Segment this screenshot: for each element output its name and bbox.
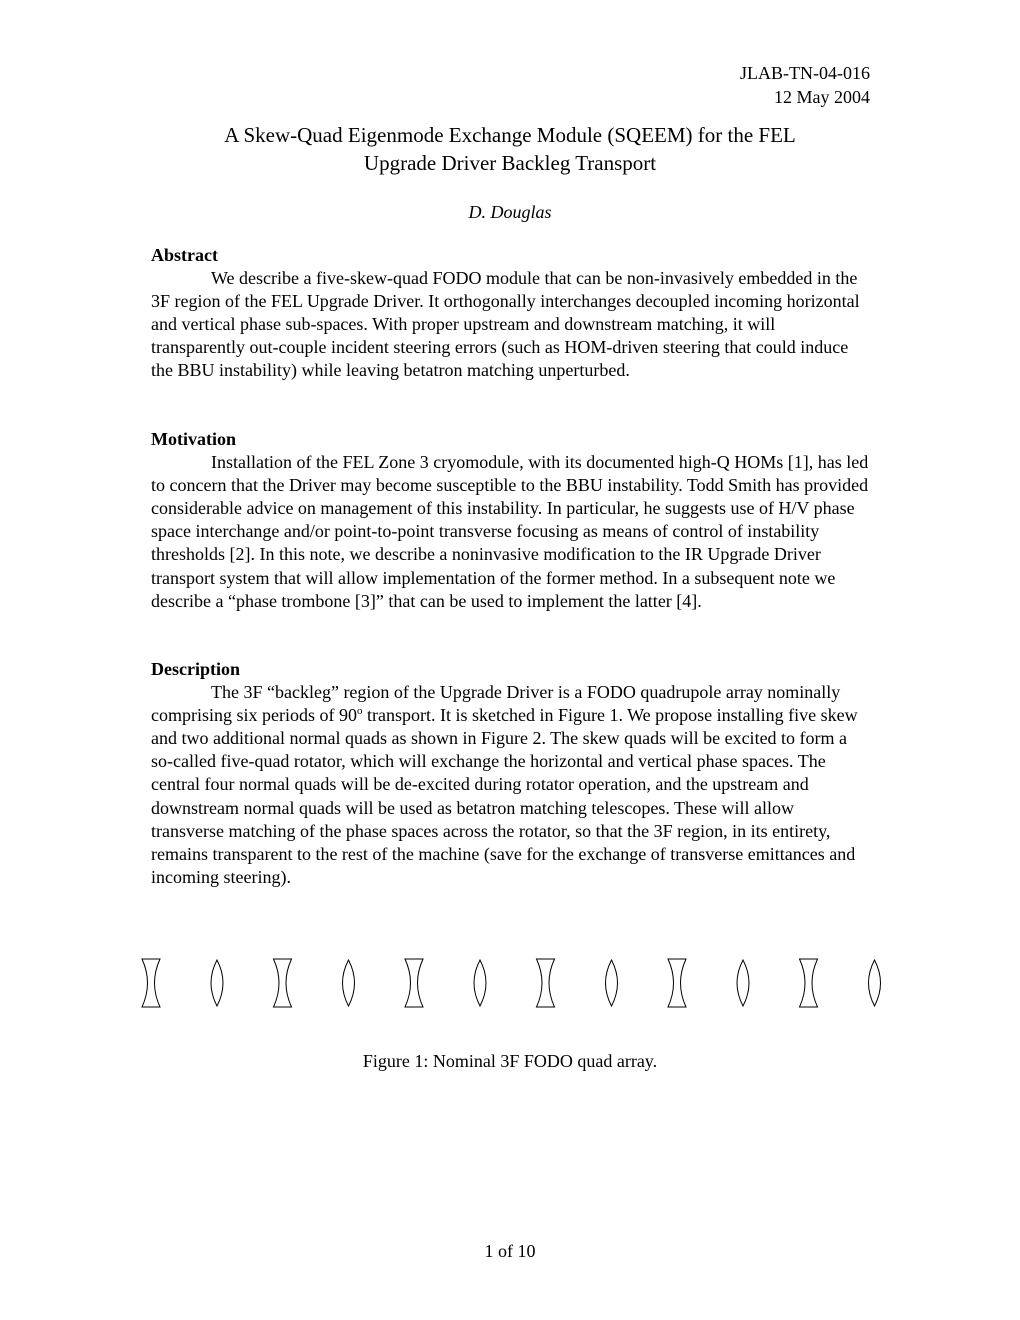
defocusing-quad-2	[274, 959, 292, 1007]
abstract-heading: Abstract	[151, 245, 218, 265]
focusing-quad-3	[474, 960, 486, 1006]
degree-superscript: o	[356, 705, 363, 718]
focusing-quad-2	[343, 960, 355, 1006]
document-number: JLAB-TN-04-016	[740, 63, 870, 83]
paper-title	[150, 121, 870, 177]
description-body-part-1: The 3F “backleg” region of the Upgrade Driver is a FODO quadrupole array nominally comprising six periods of 90	[151, 682, 841, 726]
fodo-quad-array-figure	[130, 950, 890, 1020]
focusing-quad-5	[737, 960, 749, 1006]
abstract-section	[151, 244, 871, 383]
defocusing-quad-1	[142, 959, 160, 1007]
description-body	[151, 681, 871, 889]
description-heading: Description	[151, 659, 240, 679]
defocusing-quad-5	[668, 959, 686, 1007]
defocusing-quad-3	[405, 959, 423, 1007]
page-number: 1 of 10	[484, 1241, 536, 1261]
focusing-quad-1	[211, 960, 223, 1006]
motivation-body: Installation of the FEL Zone 3 cryomodule, with its documented high-Q HOMs [1], has led to concern that the Driver may become susceptible to the BBU instability. Todd Smith has provided considerable advice on management of this instability. In particular, he suggests use of H/V phase space interchange and/or point-to-point transverse focusing as means of control of instability thresholds [2]. In this note, we describe a noninvasive modification to the IR Upgrade Driver transport system that will allow implementation of the former method. In a subsequent note we describe a “phase trombone [3]” that can be used to implement the latter [4].	[151, 452, 869, 611]
description-section	[151, 658, 871, 889]
focusing-quad-6	[869, 960, 881, 1006]
document-date: 12 May 2004	[774, 87, 870, 107]
defocusing-quad-6	[800, 959, 818, 1007]
defocusing-quad-4	[537, 959, 555, 1007]
motivation-section	[151, 428, 871, 613]
title-line-1: A Skew-Quad Eigenmode Exchange Module (SQEEM) for the FEL	[224, 123, 796, 147]
document-header	[740, 61, 870, 109]
description-body-part-2: transport. It is sketched in Figure 1. We propose installing five skew and two additional normal quads as shown in Figure 2. The skew quads will be excited to form a so-called five-quad rotator, which will exchange the horizontal and vertical phase spaces. The central four normal quads will be de-excited during rotator operation, and the upstream and downstream normal quads will be used as betatron matching telescopes. These will allow transverse matching of the phase spaces across the rotator, so that the 3F region, in its entirety, remains transparent to the rest of the machine (save for the exchange of transverse emittances and incoming steering).	[151, 705, 858, 887]
figure-1-caption: Figure 1: Nominal 3F FODO quad array.	[362, 1051, 658, 1071]
abstract-body: We describe a five-skew-quad FODO module that can be non-invasively embedded in the 3F region of the FEL Upgrade Driver. It orthogonally interchanges decoupled incoming horizontal and vertical phase sub-spaces. With proper upstream and downstream matching, it will transparently out-couple incident steering errors (such as HOM-driven steering that could induce the BBU instability) while leaving betatron matching unperturbed.	[151, 268, 860, 381]
author: D. Douglas	[468, 202, 552, 222]
focusing-quad-4	[606, 960, 618, 1006]
title-line-2: Upgrade Driver Backleg Transport	[363, 151, 657, 175]
motivation-heading: Motivation	[151, 429, 236, 449]
